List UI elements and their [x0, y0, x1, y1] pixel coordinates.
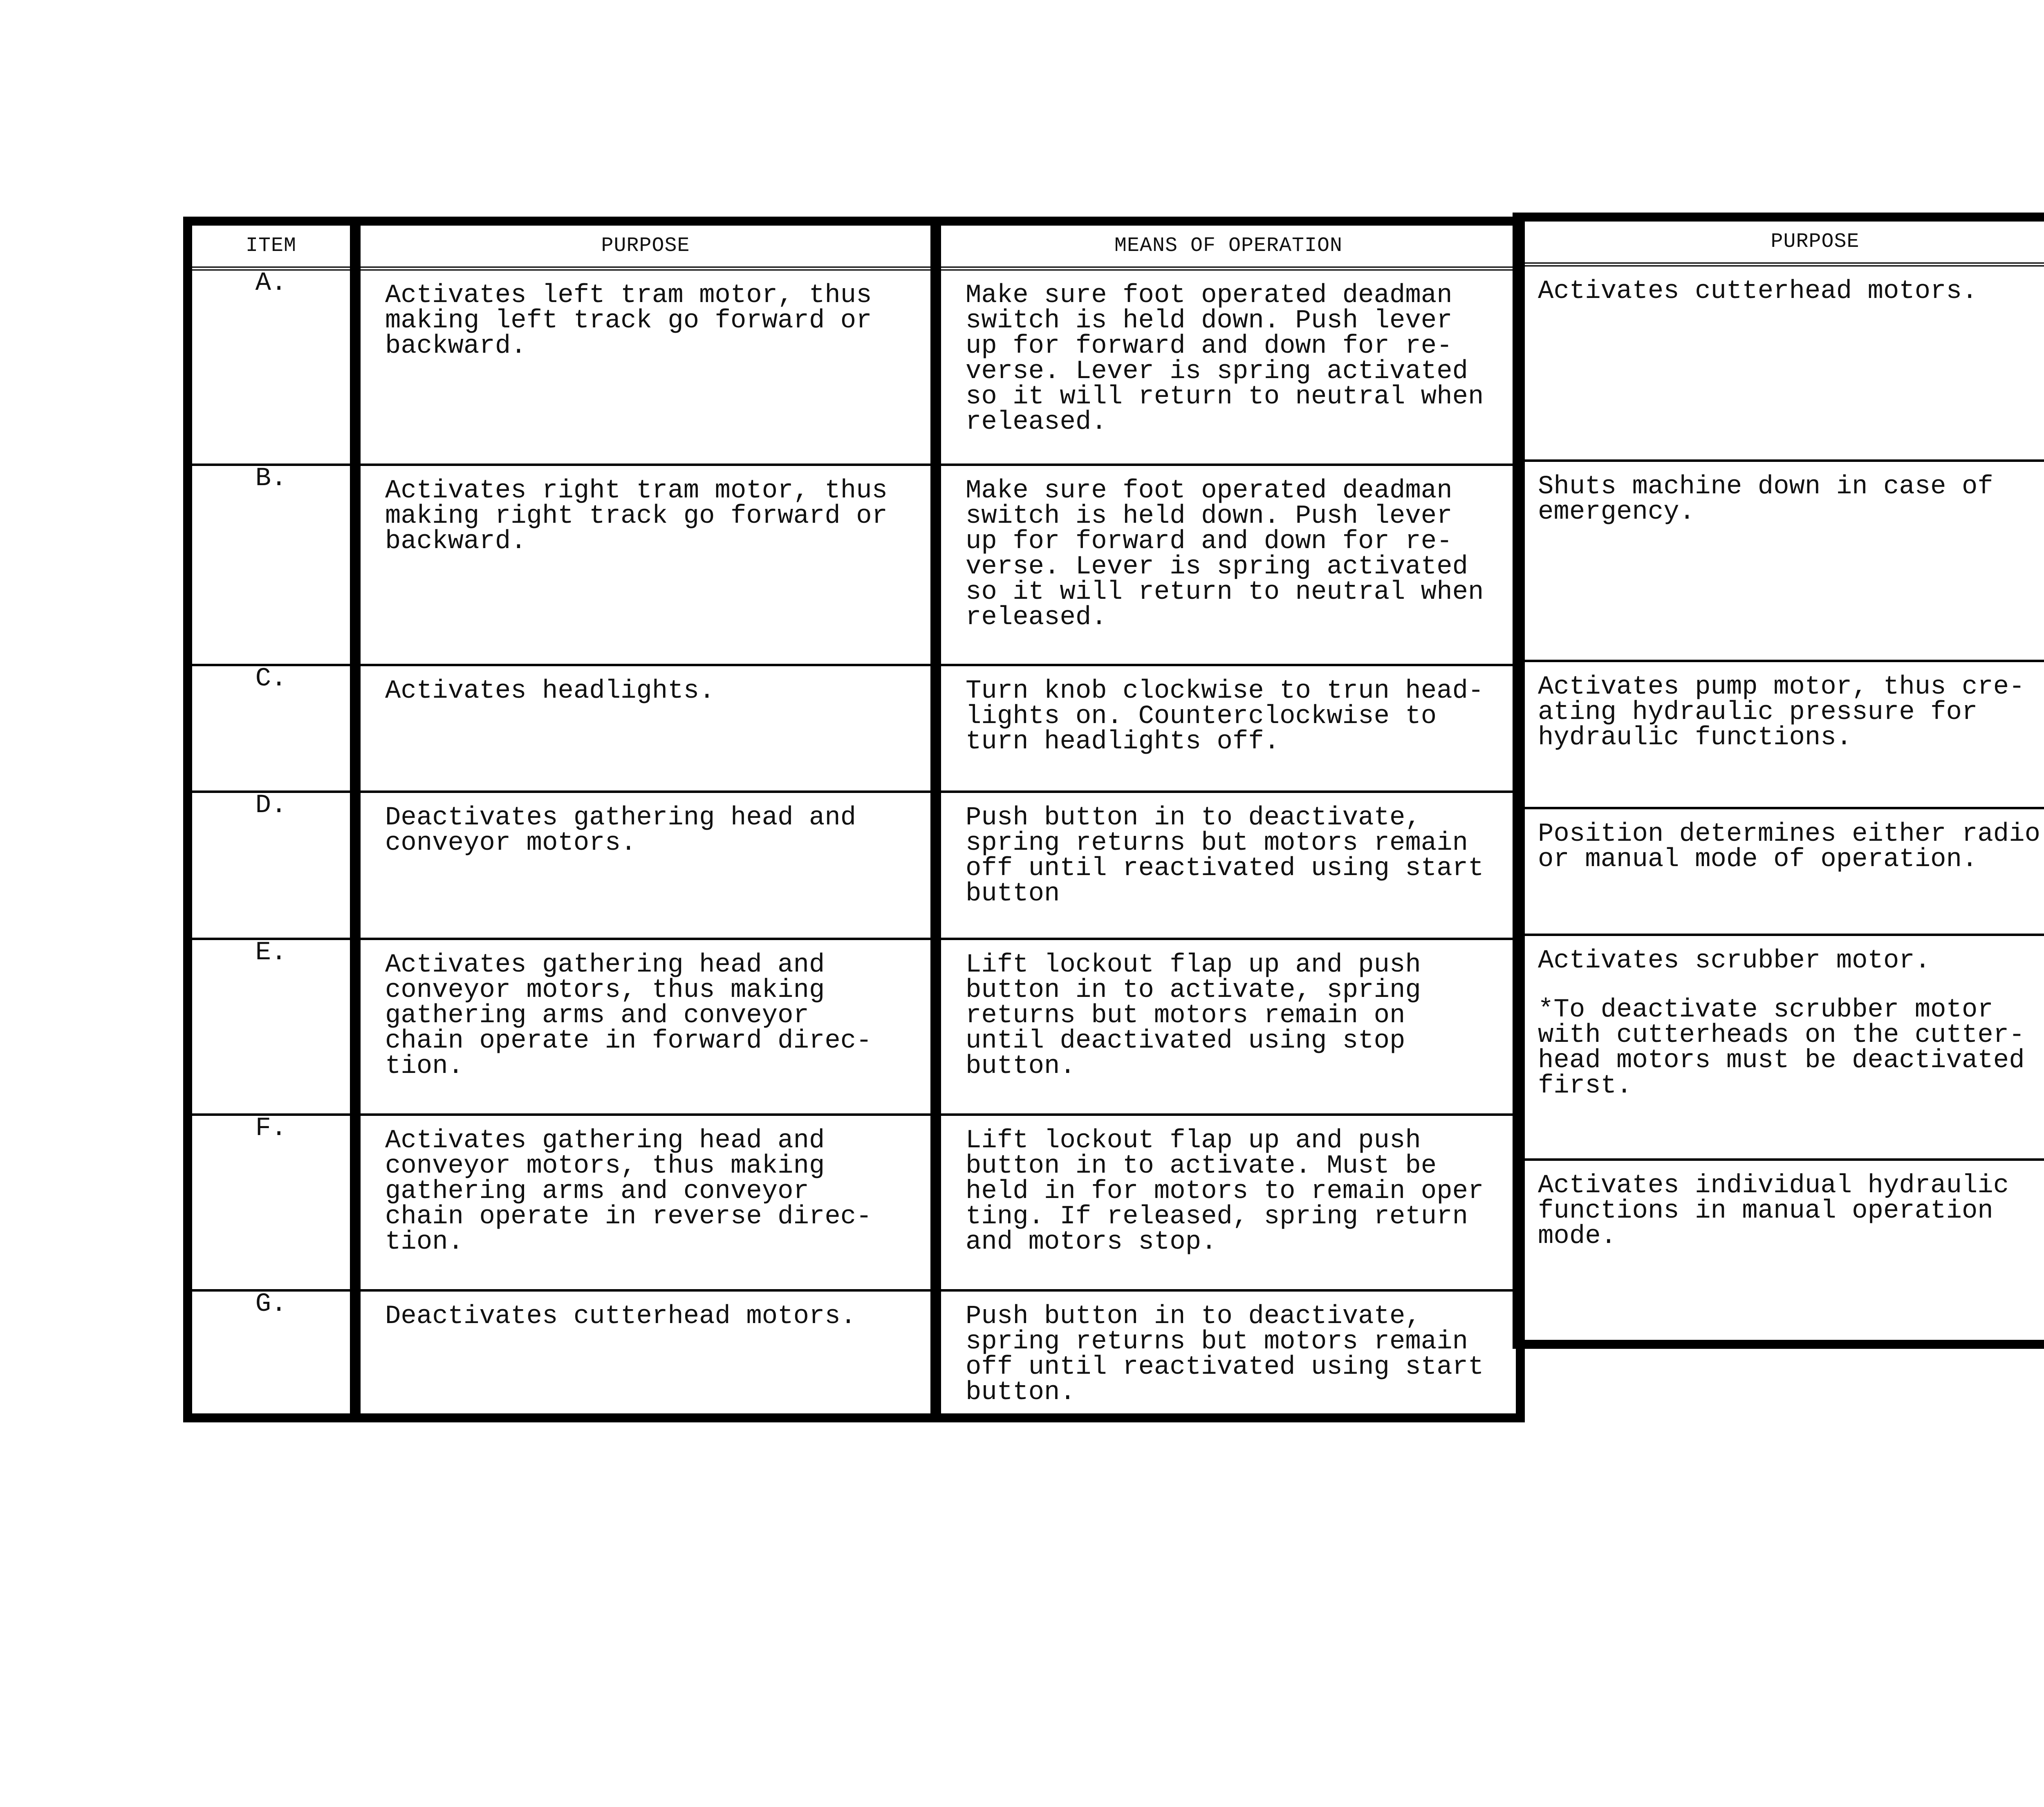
means-cell: Make sure foot operated deadman switch is held down. Push lever up for forward and down for re- verse. Lever is spring activated so it will return to neutral when released.: [966, 476, 1484, 632]
table-row: [188, 269, 1520, 465]
purpose-cell: Activates gathering head and conveyor motors, thus making gathering arms and conveyor chain operate in reverse direc- tion.: [385, 1126, 872, 1257]
purpose-cell: Activates pump motor, thus cre- ating hydraulic pressure for hydraulic functions.: [1538, 672, 2025, 752]
header-purpose: PURPOSE: [1517, 217, 2044, 264]
means-cell: Lift lockout flap up and push button in to activate. Must be held in for motors to remain oper ting. If released, spring return and motors stop.: [966, 1126, 1484, 1257]
header-item: ITEM: [188, 221, 355, 269]
table-row: [188, 1115, 1520, 1290]
table-row: [188, 665, 1520, 792]
purpose-cell: Activates headlights.: [385, 676, 715, 706]
purpose-cell: Activates gathering head and conveyor motors, thus making gathering arms and conveyor chain operate in forward direc- tion.: [385, 950, 872, 1081]
table-row: [188, 465, 1520, 665]
table-row: [1517, 461, 2044, 661]
table-row: [188, 792, 1520, 939]
right-operations-table: [1513, 213, 2044, 1349]
item-label: D.: [188, 792, 355, 939]
table-row: [188, 939, 1520, 1115]
table-row: [1517, 264, 2044, 461]
table-row: [188, 1290, 1520, 1418]
item-label: G.: [188, 1290, 355, 1418]
means-cell: Turn knob clockwise to trun head- lights on. Counterclockwise to turn headlights off.: [966, 676, 1484, 757]
purpose-note: *To deactivate scrubber motor with cutterheads on the cutter- head motors must be deactivated first.: [1538, 995, 2025, 1101]
purpose-cell: Deactivates gathering head and conveyor motors.: [385, 803, 856, 858]
item-label: A.: [255, 269, 287, 298]
purpose-cell: Activates scrubber motor.: [1538, 946, 1931, 976]
item-label: C.: [188, 665, 355, 792]
left-operations-table: [183, 217, 1525, 1422]
purpose-cell: Shuts machine down in case of emergency.: [1538, 472, 1993, 527]
purpose-cell: Position determines either radio or manual mode of operation.: [1538, 820, 2040, 874]
table-row: [1517, 661, 2044, 808]
means-cell: Lift lockout flap up and push button in to activate, spring returns but motors remain on until deactivated using stop button.: [966, 950, 1421, 1081]
item-label: F.: [188, 1115, 355, 1290]
table-row: [1517, 1160, 2044, 1344]
table-row: [1517, 935, 2044, 1160]
header-means: MEANS OF OPERATION: [936, 221, 1520, 269]
purpose-cell: Activates cutterhead motors.: [1538, 277, 1978, 306]
table-row: [1517, 808, 2044, 935]
purpose-cell: Deactivates cutterhead motors.: [385, 1302, 856, 1331]
header-purpose: PURPOSE: [355, 221, 936, 269]
means-cell: Push button in to deactivate, spring returns but motors remain off until reactivated using start button: [966, 803, 1484, 909]
means-cell: Push button in to deactivate, spring returns but motors remain off until reactivated using start button.: [966, 1302, 1484, 1407]
purpose-cell: Activates left tram motor, thus making left track go forward or backward.: [385, 281, 872, 361]
item-label: B.: [188, 465, 355, 665]
purpose-cell: Activates right tram motor, thus making right track go forward or backward.: [385, 476, 888, 556]
purpose-cell: Activates individual hydraulic functions in manual operation mode.: [1538, 1171, 2009, 1251]
means-cell: Make sure foot operated deadman switch is held down. Push lever up for forward and down for re- verse. Lever is spring activated so it will return to neutral when released.: [966, 281, 1484, 437]
item-label: E.: [188, 939, 355, 1115]
